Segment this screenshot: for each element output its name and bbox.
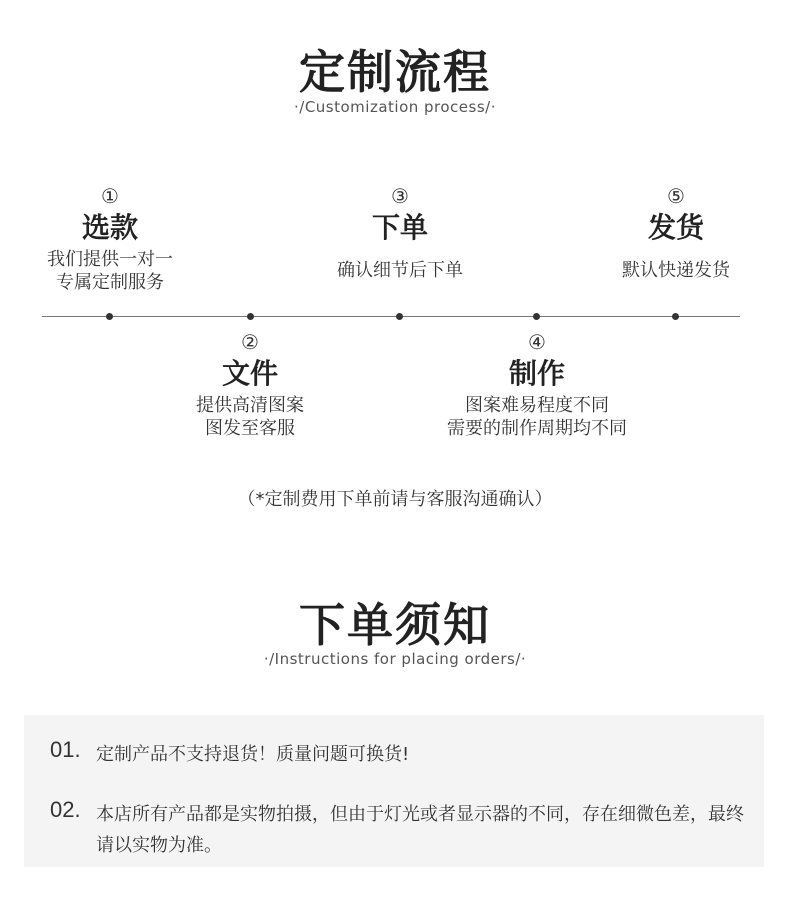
step-ship (586, 184, 766, 282)
timeline-dot (247, 313, 254, 320)
step-select (20, 184, 200, 294)
notice-number: 02. (50, 797, 81, 822)
step-desc: 我们提供一对一 (47, 249, 173, 270)
step-order (300, 184, 500, 282)
step-name: 制作 (508, 357, 565, 390)
step-file (160, 330, 340, 440)
step-name: 文件 (221, 357, 278, 390)
price-note: （*定制费用下单前请与客服沟通确认） (237, 489, 553, 510)
step-desc: 需要的制作周期均不同 (447, 418, 627, 439)
notice-box (24, 715, 764, 867)
step-name: 选款 (81, 211, 138, 244)
timeline-line (42, 316, 740, 317)
step-desc: 图发至客服 (205, 418, 295, 439)
step-number: ④ (528, 330, 546, 354)
step-number: ① (101, 184, 119, 208)
step-name: 下单 (371, 211, 428, 244)
step-number: ③ (391, 184, 409, 208)
timeline-dot (533, 313, 540, 320)
instructions-subtitle: ·/Instructions for placing orders/· (263, 650, 527, 668)
step-desc: 确认细节后下单 (337, 260, 463, 281)
step-name: 发货 (647, 211, 704, 244)
customization-title: 定制流程 (299, 45, 491, 99)
notice-text: 本店所有产品都是实物拍摄，但由于灯光或者显示器的不同，存在细微色差，最终请以实物为准。 (96, 804, 744, 856)
step-number: ⑤ (667, 184, 685, 208)
customization-subtitle: ·/Customization process/· (294, 98, 496, 116)
step-desc: 默认快递发货 (622, 260, 730, 281)
step-produce (417, 330, 657, 440)
timeline-dot (106, 313, 113, 320)
instructions-title: 下单须知 (299, 598, 491, 652)
step-desc: 专属定制服务 (56, 272, 164, 293)
step-desc: 图案难易程度不同 (465, 395, 609, 416)
notice-text: 定制产品不支持退货！质量问题可换货! (96, 744, 410, 765)
step-number: ② (241, 330, 259, 354)
notice-number: 01. (50, 737, 81, 762)
timeline-dot (672, 313, 679, 320)
timeline-dot (396, 313, 403, 320)
step-desc: 提供高清图案 (196, 395, 304, 416)
